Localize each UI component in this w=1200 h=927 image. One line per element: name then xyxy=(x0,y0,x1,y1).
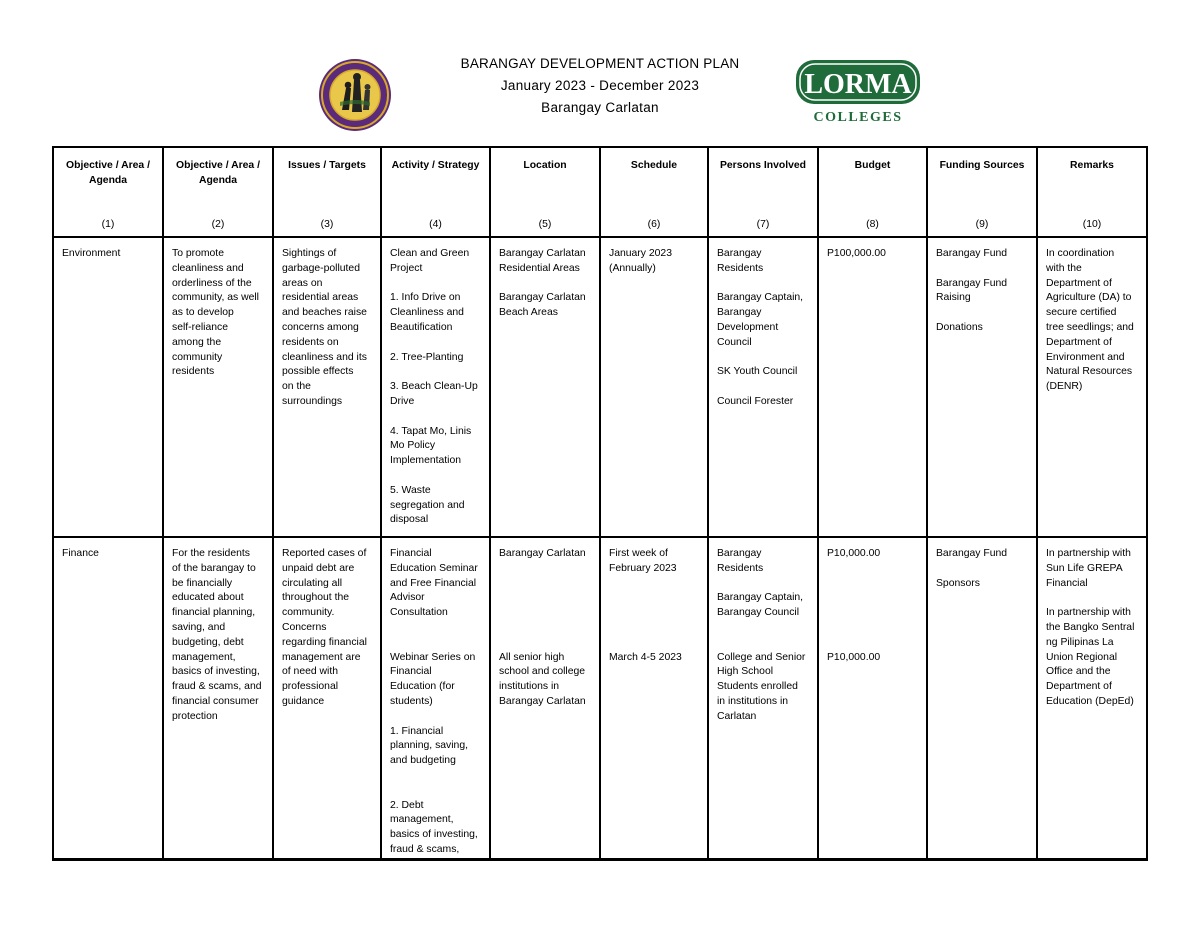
table-cell: P100,000.00 xyxy=(818,237,927,537)
table-cell: Clean and Green Project 1. Info Drive on Cleanliness and Beautification 2. Tree-Planting 3. Beach Clean-Up Drive 4. Tapat Mo, Linis Mo Policy Implementation 5. Waste segregation and disposal xyxy=(381,237,490,537)
column-header: Remarks (10) xyxy=(1037,147,1147,237)
table-cell: In coordination with the Department of Agriculture (DA) to secure certified tree seedlings; and Department of Environment and Natural Resources (DENR) xyxy=(1037,237,1147,537)
svg-text:LORMA: LORMA xyxy=(804,69,912,100)
lorma-colleges-logo xyxy=(794,58,922,124)
barangay-name: Barangay Carlatan xyxy=(541,100,659,115)
table-row xyxy=(53,237,1147,537)
svg-text:COLLEGES: COLLEGES xyxy=(813,110,903,124)
table-cell: Barangay Residents Barangay Captain, Barangay Council College and Senior High School Students enrolled in institutions in Carlatan xyxy=(708,537,818,859)
column-header: Activity / Strategy (4) xyxy=(381,147,490,237)
table-row xyxy=(53,537,1147,859)
action-plan-table xyxy=(52,146,1148,861)
column-header: Location (5) xyxy=(490,147,600,237)
table-cell: For the residents of the barangay to be financially educated about financial planning, saving, and budgeting, debt management, basics of investing, fraud & scams, and financial consumer protection xyxy=(163,537,273,859)
table-cell: First week of February 2023 March 4-5 2023 xyxy=(600,537,708,859)
table-cell: January 2023 (Annually) xyxy=(600,237,708,537)
column-header: Issues / Targets (3) xyxy=(273,147,381,237)
table-cell: Sightings of garbage-polluted areas on residential areas and beaches raise concerns among residents on cleanliness and its possible effects on the surroundings xyxy=(273,237,381,537)
table-cell: In partnership with Sun Life GREPA Financial In partnership with the Bangko Sentral ng Pilipinas La Union Regional Office and the Department of Education (DepEd) xyxy=(1037,537,1147,859)
table-cell: Barangay Residents Barangay Captain, Barangay Development Council SK Youth Council Council Forester xyxy=(708,237,818,537)
table-cell: Reported cases of unpaid debt are circulating all throughout the community. Concerns regarding financial management are of need with professional guidance xyxy=(273,537,381,859)
table-cell: To promote cleanliness and orderliness of the community, as well as to develop self-reliance among the community residents xyxy=(163,237,273,537)
table-cell: Financial Education Seminar and Free Financial Advisor Consultation Webinar Series on Financial Education (for students) 1. Financial planning, saving, and budgeting 2. Debt management, basics of investing, fraud & scams, xyxy=(381,537,490,859)
table-cell: Environment xyxy=(53,237,163,537)
column-header: Objective / Area / Agenda (1) xyxy=(53,147,163,237)
plan-period: January 2023 - December 2023 xyxy=(500,78,700,93)
title-block xyxy=(400,56,800,122)
table-cell: Barangay Carlatan Residential Areas Barangay Carlatan Beach Areas xyxy=(490,237,600,537)
document-header xyxy=(0,56,1200,136)
column-header: Persons Involved (7) xyxy=(708,147,818,237)
table-cell: Finance xyxy=(53,537,163,859)
column-header: Budget (8) xyxy=(818,147,927,237)
barangay-seal-logo xyxy=(318,58,392,132)
plan-title: BARANGAY DEVELOPMENT ACTION PLAN xyxy=(460,56,740,71)
table-cell: P10,000.00 P10,000.00 xyxy=(818,537,927,859)
table-cell: Barangay Carlatan All senior high school and college institutions in Barangay Carlatan xyxy=(490,537,600,859)
column-header: Objective / Area / Agenda (2) xyxy=(163,147,273,237)
table-header-row xyxy=(53,147,1147,237)
column-header: Funding Sources (9) xyxy=(927,147,1037,237)
table-cell: Barangay Fund Barangay Fund Raising Donations xyxy=(927,237,1037,537)
column-header: Schedule (6) xyxy=(600,147,708,237)
table-cell: Barangay Fund Sponsors xyxy=(927,537,1037,859)
